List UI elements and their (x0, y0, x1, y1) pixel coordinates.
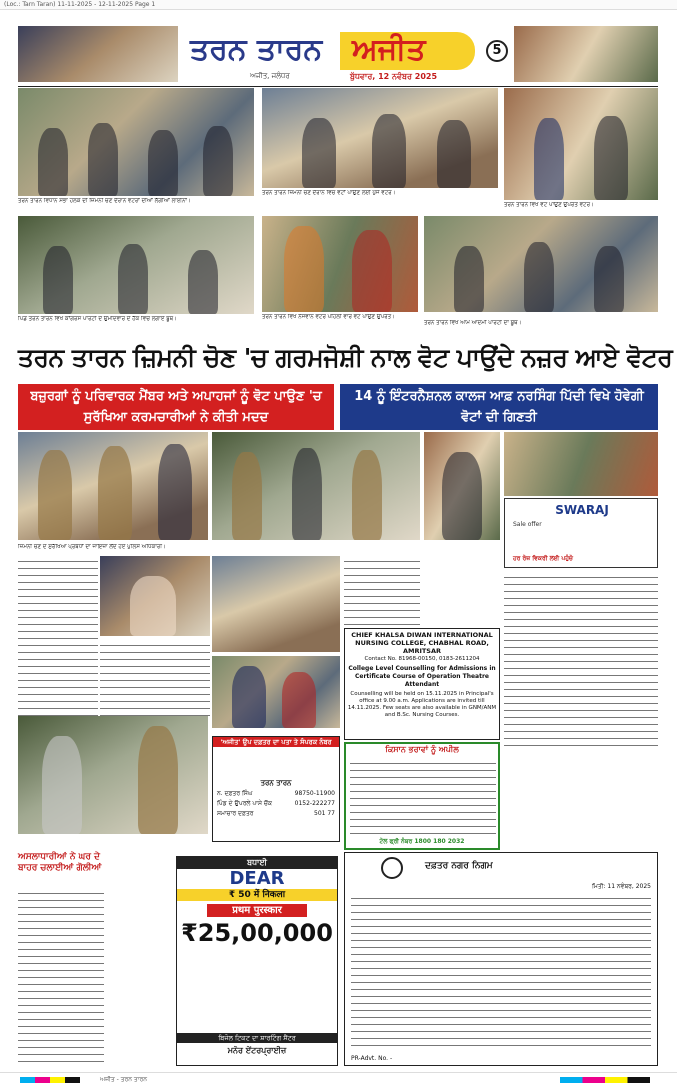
elderly-voter-photo (18, 716, 208, 834)
photo-1 (18, 88, 254, 196)
caption-6: ਤਰਨ ਤਾਰਨ ਵਿਖੇ ਆਮ ਆਦਮੀ ਪਾਰਟੀ ਦਾ ਬੂਥ। (424, 320, 522, 326)
masthead (180, 30, 480, 86)
top-strip (0, 0, 677, 10)
caption-1: ਤਰਨ ਤਾਰਨ ਵਿਧਾਨ ਸਭਾ ਹਲਕੇ ਦੀ ਜ਼ਿਮਨੀ ਚੋਣ ਦੌਰਾਨ ਵੋਟਰਾਂ ਦੀਆਂ ਲੱਗੀਆਂ ਲਾਈਨਾਂ। (18, 198, 191, 204)
photo-5 (262, 216, 418, 312)
khalsa-contact: Contact No. 81968-00150, 0183-2611204 (364, 656, 480, 662)
couple-photo (212, 656, 340, 728)
masthead-title-left: ਤਰਨ ਤਾਰਨ (190, 32, 323, 67)
gov-body (351, 893, 651, 1049)
ajit-office-row-value: 501 77 (314, 810, 335, 817)
khalsa-body: Counselling will be held on 15.11.2025 in Principal's office at 9.00 a.m. Applications are invited till 14.11.2025. Few seats are also available in GNM/ANM and B.Sc. Nursing Courses. (347, 691, 497, 718)
masthead-sub-left: ਅਜੀਤ, ਜਲੰਧਰ (250, 72, 290, 80)
left-story-body (18, 888, 104, 1068)
swaraj-line1: Sale offer (513, 521, 542, 528)
officials-photo (504, 432, 658, 496)
left-story-headline: ਅਸਲਾਧਾਰੀਆਂ ਨੇ ਘਰ ਦੇ ਬਾਹਰ ਚਲਾਈਆਂ ਗੋਲੀਆਂ (18, 852, 102, 873)
khalsa-notice (344, 628, 500, 740)
ajit-logo-photo (100, 556, 210, 636)
caption-5: ਤਰਨ ਤਾਰਨ ਵਿਖੇ ਨੌਜਵਾਨ ਵੋਟਰ ਪਹਿਲੀ ਵਾਰ ਵੋਟ ਪਾਉਣ ਉਪਰੰਤ। (262, 314, 395, 320)
color-bar-left (20, 1077, 80, 1083)
swaraj-brand: SWARAJ (555, 503, 609, 517)
mid-caption: ਜ਼ਿਮਨੀ ਚੋਣ ਦੇ ਸੁਰੱਖਿਆ ਪ੍ਰਬੰਧਾਂ ਦਾ ਜਾਇਜ਼ਾ ਲੈਂਦੇ ਹੋਏ ਪੁਲਿਸ ਅਧਿਕਾਰੀ। (18, 544, 166, 550)
ajit-office-row (213, 789, 339, 799)
center-body-text (344, 556, 420, 626)
photo-3 (504, 88, 658, 200)
top-strip-text: (Loc.: Tarn Taran) 11-11-2025 - 12-11-2025 Page 1 (4, 1, 156, 8)
caption-3: ਤਰਨ ਤਾਰਨ ਵਿਖੇ ਵੋਟ ਪਾਉਣ ਉਪਰੰਤ ਵੋਟਰ। (504, 202, 594, 208)
khalsa-title: CHIEF KHALSA DIWAN INTERNATIONAL NURSING COLLEGE, CHABHAL ROAD, AMRITSAR (351, 631, 493, 655)
header-rule (18, 86, 658, 87)
right-body-text (504, 572, 658, 752)
voter-photo (424, 432, 500, 540)
ajit-office-row-value: 0152-222277 (294, 800, 335, 807)
khalsa-subtitle: College Level Counselling for Admissions in Certificate Course of Operation Theatre Attendant (348, 665, 496, 688)
masthead-title-right: ਅਜੀਤ (352, 32, 426, 67)
lottery-price: ₹ 50 में निकला (177, 889, 337, 901)
kisan-footer: ਟੋਲ ਫ੍ਰੀ ਨੰਬਰ 1800 180 2032 (379, 838, 465, 845)
lottery-agency: ਬਿਜੋਲ ਟਿਕਟ ਦਾ ਸ਼ਾਰਟਿੰਗ ਸੈਂਟਰ (177, 1033, 337, 1043)
ajit-office-row-label: ਨ. ਦਫ਼ਤਰ ਸਿੰਘ (217, 790, 253, 797)
lottery-ad (176, 856, 338, 1066)
caption-4: ਪਿੰਡ ਤਰਨ ਤਾਰਨ ਵਿਖੇ ਕਾਂਗਰਸ ਪਾਰਟੀ ਦੇ ਉਮੀਦਵਾਰ ਦੇ ਹੱਕ ਵਿਚ ਲਗਾਏ ਬੂਥ। (18, 316, 177, 322)
page-number: 5 (486, 40, 508, 62)
photo-6 (424, 216, 658, 312)
police-photo-2 (212, 432, 420, 540)
kisan-body (350, 758, 496, 834)
bottom-strip-text: ਅਜੀਤ - ਤਰਨ ਤਾਰਨ (100, 1076, 147, 1083)
swaraj-line2: ਹਰ ਰੋਜ਼ ਵਿਕਰੀ ਲਈ ਪਹੁੰਚੋ (513, 555, 573, 562)
photo-4 (18, 216, 254, 314)
lottery-prize: ₹25,00,000 (181, 919, 333, 947)
ajit-office-row (213, 799, 339, 809)
lottery-badhai: ਬਧਾਈ (177, 857, 337, 869)
lottery-prize-label: प्रथम पुरस्कार (207, 904, 307, 917)
ajit-office-row-label: ਸਮਾਚਾਰ ਦਫ਼ਤਰ (217, 810, 254, 817)
swaraj-ad (504, 498, 658, 568)
kisan-title: ਕਿਸਾਨ ਭਰਾਵਾਂ ਨੂੰ ਅਪੀਲ (385, 745, 459, 754)
kisan-box (344, 742, 500, 850)
mid-body-text (100, 640, 210, 716)
main-headline: ਤਰਨ ਤਾਰਨ ਜ਼ਿਮਨੀ ਚੋਣ 'ਚ ਗਰਮਜੋਸ਼ੀ ਨਾਲ ਵੋਟ ਪਾਉਂਦੇ ਨਜ਼ਰ ਆਏ ਵੋਟਰ (18, 343, 673, 372)
left-body-text (18, 556, 98, 716)
header-photo-left (18, 26, 178, 82)
ajit-office-box (212, 736, 340, 842)
caption-2: ਤਰਨ ਤਾਰਨ ਜ਼ਿਮਨੀ ਚੋਣ ਦੌਰਾਨ ਵਿਚ ਵੋਟਾਂ ਪਾਉਣ ਲਈ ਪੁੱਜੇ ਵੋਟਰ। (262, 190, 396, 196)
ajit-office-row (213, 809, 339, 819)
color-bar-right (560, 1077, 650, 1083)
ajit-office-name: ਤਰਨ ਤਾਰਨ (260, 779, 292, 787)
school-photo (212, 556, 340, 652)
gov-notice (344, 852, 658, 1066)
police-photo-1 (18, 432, 208, 540)
sub-headline-right: 14 ਨੂੰ ਇੰਟਰਨੈਸ਼ਨਲ ਕਾਲਜ ਆਫ਼ ਨਰਸਿੰਗ ਪਿੱਦੀ ਵਿਖੇ ਹੋਵੇਗੀ ਵੋਟਾਂ ਦੀ ਗਿਣਤੀ (340, 384, 658, 430)
header-photo-right (514, 26, 658, 82)
photo-2 (262, 88, 498, 188)
ajit-office-row-label: ਪਿੰਡ ਦੇ ਉਪਰਲੇ ਪਾਸੇ ਚੌਂਕ (217, 800, 273, 807)
sub-headline-left: ਬਜ਼ੁਰਗਾਂ ਨੂੰ ਪਰਿਵਾਰਕ ਮੈਂਬਰ ਅਤੇ ਅਪਾਹਜਾਂ ਨੂੰ ਵੋਟ ਪਾਉਣ 'ਚ ਸੁਰੱਖਿਆ ਕਰਮਚਾਰੀਆਂ ਨੇ ਕੀਤੀ ਮਦਦ (18, 384, 334, 430)
lottery-brand: DEAR (229, 868, 285, 889)
gov-title: ਦਫ਼ਤਰ ਨਗਰ ਨਿਗਮ (425, 861, 493, 871)
gov-footer: PR-Advt. No. - (351, 1055, 393, 1062)
bottom-strip (0, 1072, 677, 1089)
ajit-office-title: 'ਅਜੀਤ' ਉਪ ਦਫ਼ਤਰ ਦਾ ਪਤਾ ਤੇ ਸੰਪਰਕ ਨੰਬਰ (213, 737, 339, 747)
masthead-date: ਬੁੱਧਵਾਰ, 12 ਨਵੰਬਰ 2025 (350, 72, 438, 81)
gov-date: ਮਿਤੀ: 11 ਨਵੰਬਰ, 2025 (591, 883, 651, 890)
ajit-office-row-value: 98750-11900 (294, 790, 335, 797)
gov-emblem-icon (381, 857, 403, 879)
lottery-agency2: ਮਨੋਰ ਏਂਟਰਪ੍ਰਾਈਜ਼ (227, 1046, 287, 1055)
